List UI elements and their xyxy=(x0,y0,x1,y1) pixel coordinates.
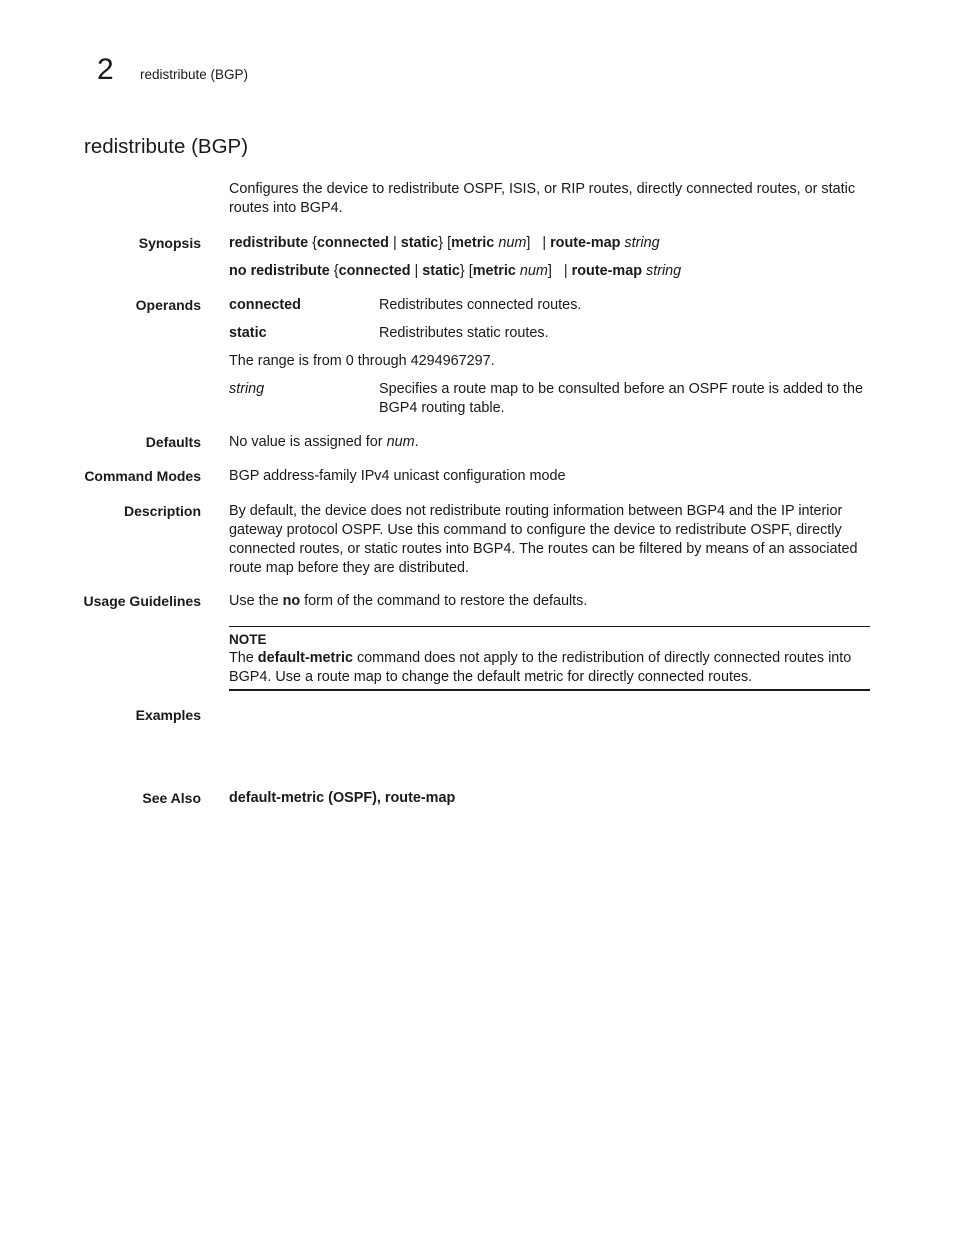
syntax-keyword: metric xyxy=(472,263,516,279)
syntax-variable: num xyxy=(519,263,548,279)
syntax-brace: } xyxy=(459,263,465,279)
syntax-brace: { xyxy=(312,235,317,251)
operands-label: Operands xyxy=(135,297,201,313)
note-text xyxy=(229,649,870,687)
syntax-option: connected xyxy=(316,235,389,251)
note-heading: NOTE xyxy=(229,632,267,647)
running-header: redistribute (BGP) xyxy=(140,67,249,82)
description-text: By default, the device does not redistribute routing information between BGP4 and the IP interior gateway protocol OSPF. Use this command to configure the device to redistribute OSPF, directly connected routes, or static routes into BGP4. The routes can be filtered by means of an associated route map before they are distributed. xyxy=(229,503,858,576)
operand-term: static xyxy=(229,325,267,341)
operand-description: Redistributes connected routes. xyxy=(379,297,582,313)
syntax-option: static xyxy=(400,235,439,251)
syntax-bracket: ] xyxy=(526,235,531,251)
command-modes-text: BGP address-family IPv4 unicast configuration mode xyxy=(229,468,566,484)
note-keyword: default-metric xyxy=(257,650,353,666)
page-title: redistribute (BGP) xyxy=(84,135,249,158)
defaults-arg: num xyxy=(386,434,415,450)
syntax-command: no redistribute xyxy=(229,263,330,279)
note-box xyxy=(229,626,870,691)
see-also-label: See Also xyxy=(142,790,201,806)
syntax-option: connected xyxy=(338,263,411,279)
operand-term: string xyxy=(229,381,265,397)
chapter-number: 2 xyxy=(97,53,114,86)
syntax-command: redistribute xyxy=(229,235,309,251)
syntax-bracket: [ xyxy=(468,263,473,279)
syntax-variable: num xyxy=(498,235,527,251)
syntax-brace: { xyxy=(333,263,339,279)
usage-text-end: form of the command to restore the defaults. xyxy=(300,593,588,609)
syntax-keyword: route-map xyxy=(571,263,642,279)
syntax-keyword: metric xyxy=(451,235,495,251)
syntax-separator: | xyxy=(563,263,568,279)
command-modes-label: Command Modes xyxy=(84,468,201,484)
see-also-links: default-metric (OSPF), route-map xyxy=(229,790,456,806)
range-text: The range is from 0 through 4294967297. xyxy=(229,353,495,369)
syntax-bracket: ] xyxy=(547,263,552,279)
syntax-separator: | xyxy=(414,263,419,279)
usage-text-start: Use the xyxy=(229,593,283,609)
synopsis-label: Synopsis xyxy=(138,235,201,251)
operand-term: connected xyxy=(229,297,301,313)
operand-description: Redistributes static routes. xyxy=(379,325,549,341)
synopsis-syntax-1 xyxy=(229,234,870,253)
defaults-text xyxy=(229,433,870,452)
intro-text: Configures the device to redistribute OSPF, ISIS, or RIP routes, directly connected routes, or static routes into BGP4. xyxy=(229,181,856,216)
usage-keyword: no xyxy=(282,593,301,609)
description-label: Description xyxy=(123,503,201,519)
examples-label: Examples xyxy=(135,707,201,723)
syntax-bracket: [ xyxy=(447,235,452,251)
syntax-variable: string xyxy=(646,263,682,279)
syntax-option: static xyxy=(422,263,460,279)
note-text-end: command does not apply to the redistribution of directly connected routes into BGP4. Use a route map to change the default metric for directly connected routes. xyxy=(229,650,852,685)
syntax-separator: | xyxy=(392,235,397,251)
defaults-text-end: . xyxy=(414,434,419,450)
usage-guidelines-label: Usage Guidelines xyxy=(83,593,201,609)
syntax-separator: | xyxy=(542,235,547,251)
syntax-keyword: route-map xyxy=(550,235,621,251)
syntax-brace: } xyxy=(438,235,444,251)
note-text-start: The xyxy=(229,650,258,666)
usage-guidelines-text xyxy=(229,592,870,611)
defaults-label: Defaults xyxy=(145,434,201,450)
operand-description: Specifies a route map to be consulted before an OSPF route is added to the BGP4 routing table. xyxy=(379,381,863,416)
defaults-text-start: No value is assigned for xyxy=(229,434,387,450)
syntax-variable: string xyxy=(624,235,660,251)
synopsis-syntax-2 xyxy=(229,262,870,281)
